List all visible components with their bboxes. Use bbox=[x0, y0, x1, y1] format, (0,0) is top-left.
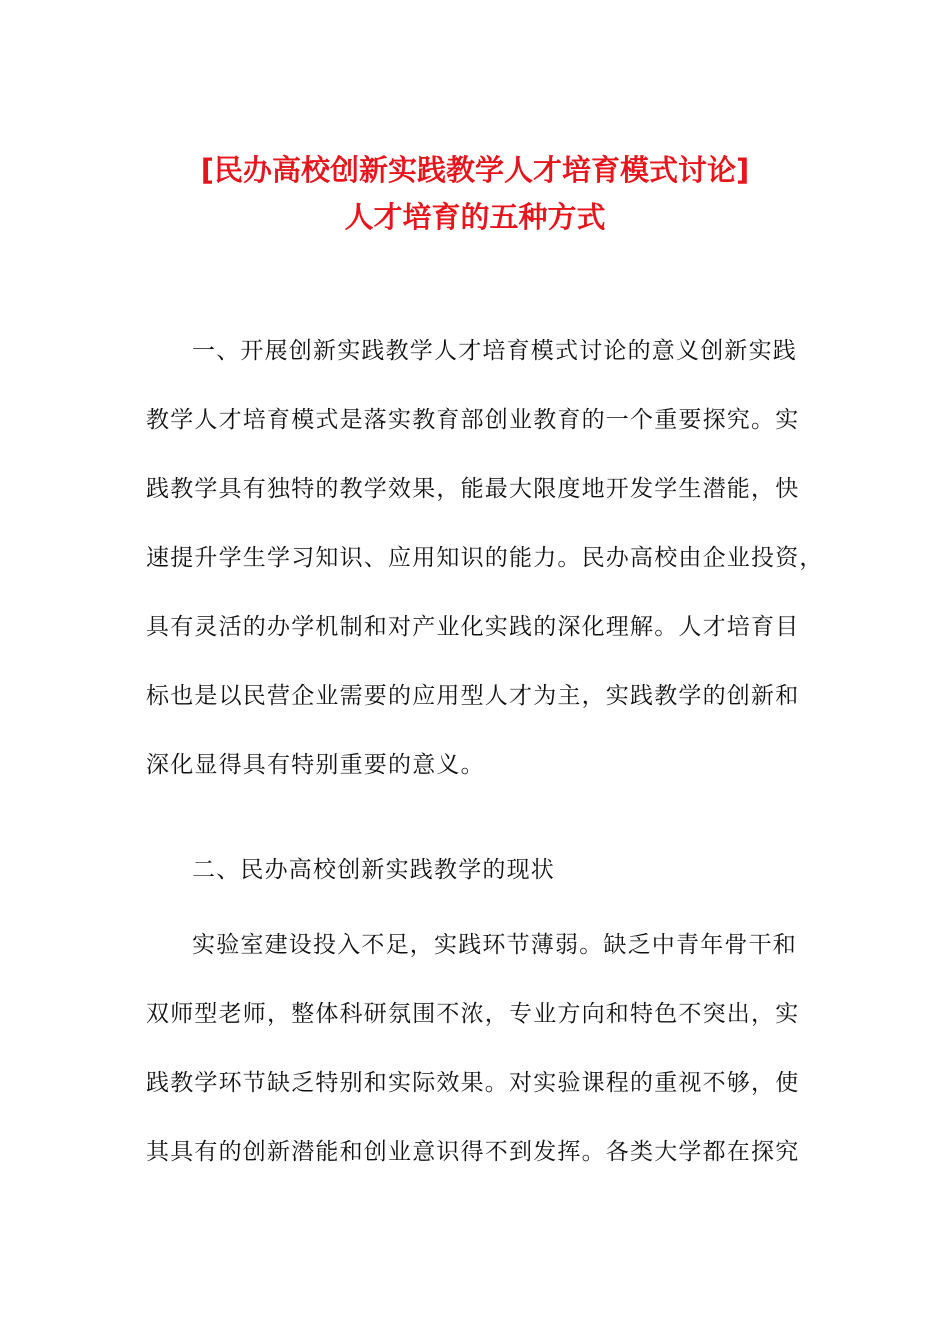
section-heading: 二、民办高校创新实践教学的现状 bbox=[192, 857, 555, 883]
paragraph-line: 标也是以民营企业需要的应用型人才为主，实践教学的创新和 bbox=[146, 683, 800, 709]
paragraph-line: 践教学环节缺乏特别和实际效果。对实验课程的重视不够，使 bbox=[146, 1070, 800, 1096]
paragraph-line: 深化显得具有特别重要的意义。 bbox=[146, 752, 485, 778]
document-title-line-2: 人才培育的五种方式 bbox=[344, 200, 606, 234]
paragraph-line: 教学人才培育模式是落实教育部创业教育的一个重要探究。实 bbox=[146, 407, 800, 433]
paragraph-line: 践教学具有独特的教学效果，能最大限度地开发学生潜能，快 bbox=[146, 476, 800, 502]
paragraph-line: 双师型老师，整体科研氛围不浓，专业方向和特色不突出，实 bbox=[146, 1001, 800, 1027]
document-title-line-1: [民办高校创新实践教学人才培育模式讨论] bbox=[200, 153, 750, 187]
paragraph-status-heading bbox=[146, 855, 796, 924]
paragraph-line: 一、开展创新实践教学人才培育模式讨论的意义创新实践 bbox=[192, 338, 797, 364]
paragraph-status-body bbox=[146, 930, 800, 1206]
paragraph-line: 速提升学生学习知识、应用知识的能力。民办高校由企业投资， bbox=[146, 545, 824, 571]
paragraph-line: 具有灵活的办学机制和对产业化实践的深化理解。人才培育目 bbox=[146, 614, 800, 640]
paragraph-line: 实验室建设投入不足，实践环节薄弱。缺乏中青年骨干和 bbox=[192, 932, 797, 958]
paragraph-significance bbox=[146, 336, 824, 819]
paragraph-line: 其具有的创新潜能和创业意识得不到发挥。各类大学都在探究 bbox=[146, 1139, 800, 1165]
